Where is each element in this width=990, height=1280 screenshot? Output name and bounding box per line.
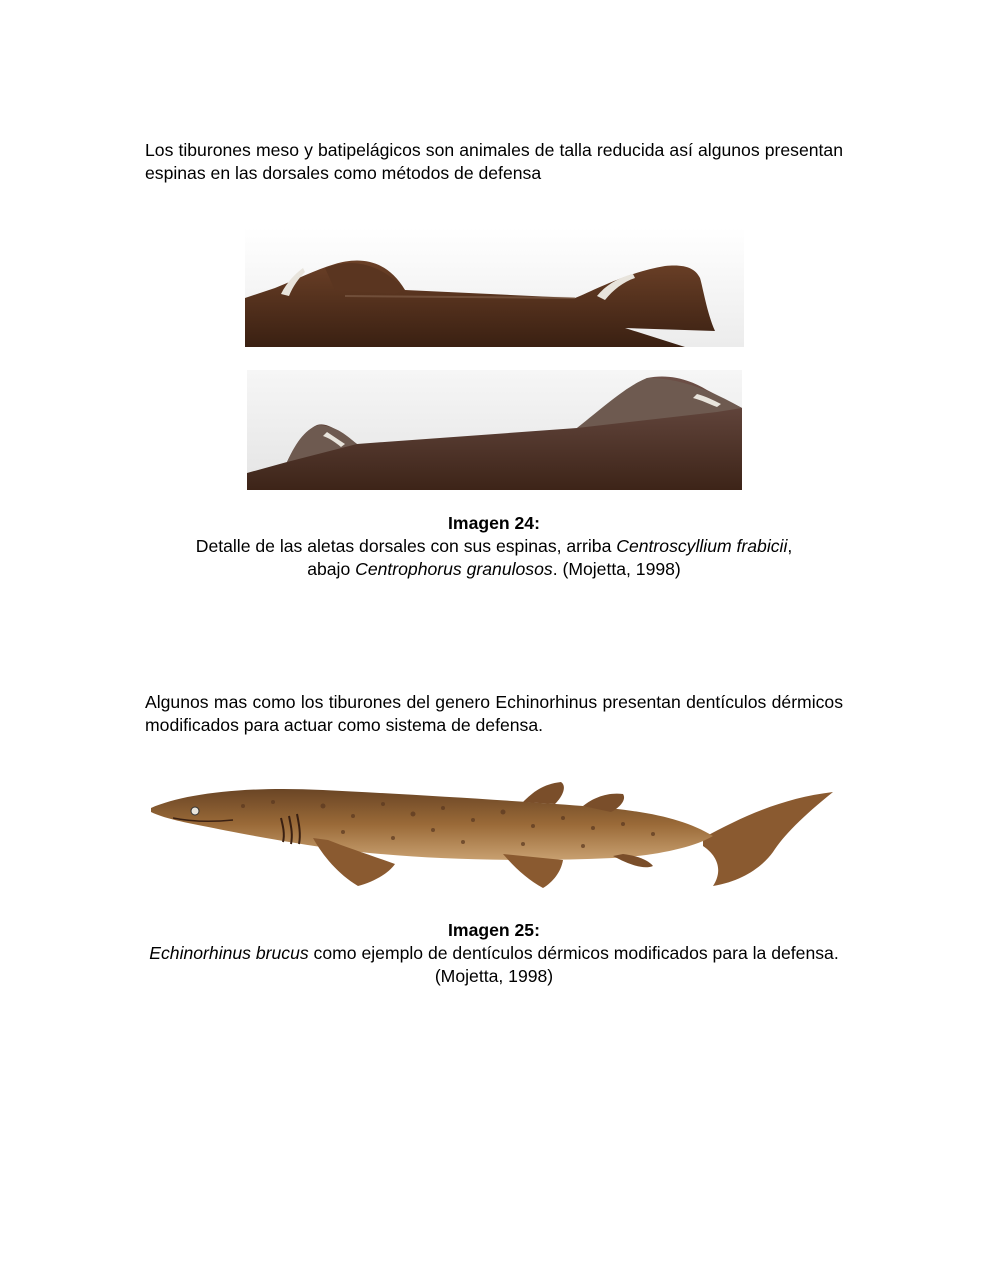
- echinorhinus-illustration: [143, 756, 836, 916]
- species-name: Centroscyllium frabicii: [616, 536, 788, 556]
- figure-24-caption: [145, 512, 843, 581]
- intro-paragraph: Los tiburones meso y batipelágicos son animales de talla reducida así algunos presentan espinas en las dorsales como métodos de defensa: [145, 140, 843, 183]
- species-name: Centrophorus granulosos: [355, 559, 553, 579]
- caption-text: como ejemplo de dentículos dérmicos modificados para la defensa. (Mojetta, 1998): [308, 943, 839, 986]
- caption-text: ,: [787, 536, 793, 556]
- caption-text: abajo: [307, 559, 356, 579]
- figure-25-title: Imagen 25:: [448, 920, 540, 940]
- figure-25-caption: [145, 919, 843, 988]
- caption-text: . (Mojetta, 1998): [552, 559, 681, 579]
- echinorhinus-paragraph: Algunos mas como los tiburones del genero Echinorhinus presentan dentículos dérmicos modificados para actuar como sistema de defensa.: [145, 692, 843, 735]
- caption-text: Detalle de las aletas dorsales con sus espinas, arriba: [195, 536, 617, 556]
- dorsal-fins-illustration-bottom: [247, 370, 742, 490]
- figure-24-title: Imagen 24:: [448, 513, 540, 533]
- species-name: Echinorhinus brucus: [149, 943, 309, 963]
- dorsal-fins-illustration-top: [245, 228, 744, 347]
